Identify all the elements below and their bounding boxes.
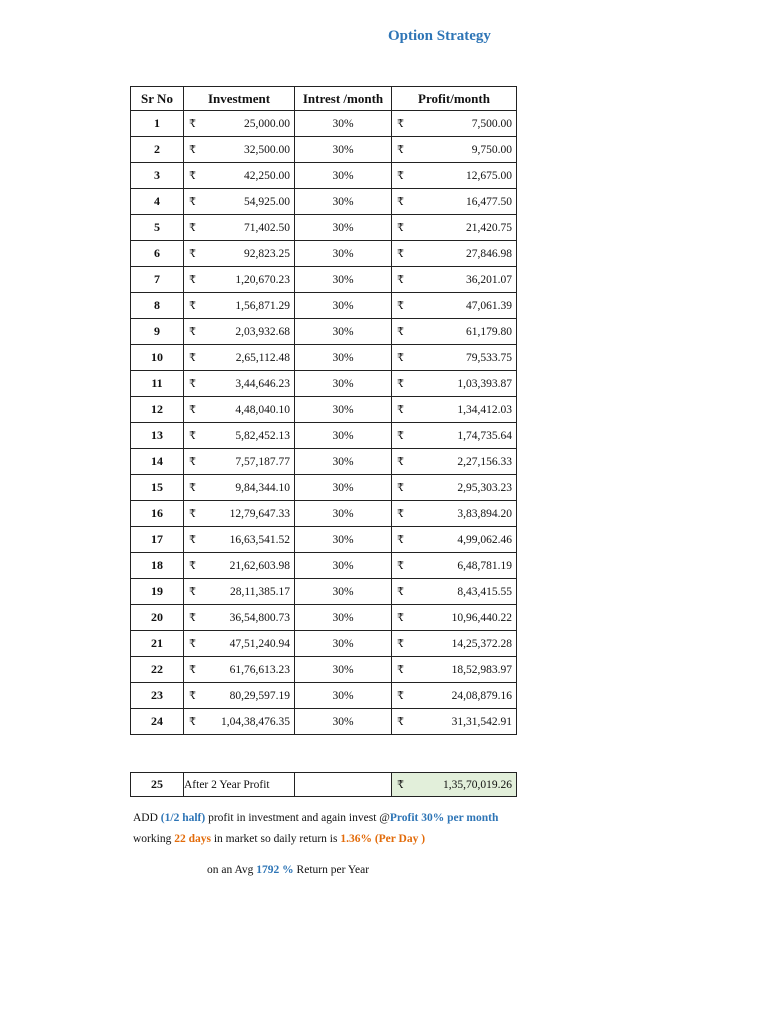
note-text: Return per Year — [293, 864, 370, 876]
rupee-icon: ₹ — [397, 118, 404, 130]
total-label: After 2 Year Profit — [184, 773, 295, 797]
row-investment: 1,56,871.29 — [235, 299, 290, 312]
row-profit: 1,34,412.03 — [457, 403, 512, 416]
row-investment: 1,04,38,476.35 — [221, 715, 290, 728]
row-investment: 42,250.00 — [244, 169, 290, 182]
row-profit: 31,31,542.91 — [451, 715, 512, 728]
row-profit-cell — [392, 475, 517, 501]
header-sr-no: Sr No — [131, 87, 184, 111]
table-row — [131, 683, 517, 709]
table-row — [131, 579, 517, 605]
rupee-icon: ₹ — [189, 560, 196, 572]
rupee-icon: ₹ — [397, 170, 404, 182]
table-row — [131, 475, 517, 501]
row-profit: 21,420.75 — [466, 221, 512, 234]
row-interest: 30% — [295, 605, 392, 631]
row-profit: 2,27,156.33 — [457, 455, 512, 468]
row-investment-cell — [184, 163, 295, 189]
row-investment-cell — [184, 709, 295, 735]
row-interest: 30% — [295, 553, 392, 579]
row-investment-cell — [184, 631, 295, 657]
row-profit: 9,750.00 — [471, 143, 512, 156]
row-interest: 30% — [295, 293, 392, 319]
row-investment: 2,03,932.68 — [235, 325, 290, 338]
row-sr-no: 6 — [131, 241, 184, 267]
row-sr-no: 3 — [131, 163, 184, 189]
rupee-icon: ₹ — [189, 170, 196, 182]
rupee-icon: ₹ — [397, 779, 404, 791]
row-investment: 28,11,385.17 — [230, 585, 290, 598]
row-profit-cell — [392, 527, 517, 553]
row-profit-cell — [392, 657, 517, 683]
row-sr-no: 23 — [131, 683, 184, 709]
rupee-icon: ₹ — [189, 664, 196, 676]
table-row — [131, 267, 517, 293]
header-interest: Intrest /month — [295, 87, 392, 111]
rupee-icon: ₹ — [189, 404, 196, 416]
row-profit: 16,477.50 — [466, 195, 512, 208]
rupee-icon: ₹ — [397, 638, 404, 650]
investment-table — [130, 86, 517, 735]
rupee-icon: ₹ — [189, 326, 196, 338]
table-row — [131, 241, 517, 267]
note-highlight: (1/2 half) — [160, 812, 206, 824]
row-sr-no: 18 — [131, 553, 184, 579]
row-investment-cell — [184, 189, 295, 215]
row-interest: 30% — [295, 501, 392, 527]
rupee-icon: ₹ — [189, 118, 196, 130]
table-row — [131, 449, 517, 475]
table-row — [131, 605, 517, 631]
row-investment-cell — [184, 501, 295, 527]
row-profit-cell — [392, 137, 517, 163]
row-investment-cell — [184, 345, 295, 371]
row-profit: 12,675.00 — [466, 169, 512, 182]
row-investment: 71,402.50 — [244, 221, 290, 234]
row-sr-no: 11 — [131, 371, 184, 397]
row-interest: 30% — [295, 449, 392, 475]
rupee-icon: ₹ — [397, 222, 404, 234]
row-profit-cell — [392, 345, 517, 371]
row-investment-cell — [184, 293, 295, 319]
rupee-icon: ₹ — [189, 716, 196, 728]
rupee-icon: ₹ — [189, 222, 196, 234]
row-investment-cell — [184, 111, 295, 137]
row-profit: 1,03,393.87 — [457, 377, 512, 390]
rupee-icon: ₹ — [189, 612, 196, 624]
row-profit: 14,25,372.28 — [451, 637, 512, 650]
row-investment: 9,84,344.10 — [235, 481, 290, 494]
row-investment-cell — [184, 267, 295, 293]
row-sr-no: 12 — [131, 397, 184, 423]
row-interest: 30% — [295, 527, 392, 553]
rupee-icon: ₹ — [189, 196, 196, 208]
row-investment: 54,925.00 — [244, 195, 290, 208]
rupee-icon: ₹ — [189, 534, 196, 546]
row-interest: 30% — [295, 709, 392, 735]
row-investment: 5,82,452.13 — [235, 429, 290, 442]
row-profit-cell — [392, 215, 517, 241]
rupee-icon: ₹ — [189, 690, 196, 702]
row-interest: 30% — [295, 345, 392, 371]
rupee-icon: ₹ — [397, 716, 404, 728]
table-row — [131, 527, 517, 553]
table-row — [131, 111, 517, 137]
total-profit-value: 1,35,70,019.26 — [443, 778, 512, 791]
row-profit-cell — [392, 111, 517, 137]
row-sr-no: 5 — [131, 215, 184, 241]
row-profit: 1,74,735.64 — [457, 429, 512, 442]
row-profit: 4,99,062.46 — [457, 533, 512, 546]
table-row — [131, 189, 517, 215]
row-investment: 92,823.25 — [244, 247, 290, 260]
rupee-icon: ₹ — [397, 560, 404, 572]
row-sr-no: 13 — [131, 423, 184, 449]
row-investment: 32,500.00 — [244, 143, 290, 156]
table-row — [131, 657, 517, 683]
rupee-icon: ₹ — [397, 248, 404, 260]
total-empty-cell — [295, 773, 392, 797]
row-profit: 7,500.00 — [471, 117, 512, 130]
row-interest: 30% — [295, 475, 392, 501]
rupee-icon: ₹ — [189, 638, 196, 650]
row-interest: 30% — [295, 241, 392, 267]
row-profit: 8,43,415.55 — [457, 585, 512, 598]
row-profit: 2,95,303.23 — [457, 481, 512, 494]
row-sr-no: 19 — [131, 579, 184, 605]
note-text: in market so daily return is — [210, 833, 341, 845]
row-profit-cell — [392, 501, 517, 527]
row-investment-cell — [184, 397, 295, 423]
row-profit-cell — [392, 371, 517, 397]
row-sr-no: 17 — [131, 527, 184, 553]
row-interest: 30% — [295, 397, 392, 423]
row-profit: 18,52,983.97 — [451, 663, 512, 676]
row-interest: 30% — [295, 657, 392, 683]
row-profit-cell — [392, 683, 517, 709]
table-row — [131, 553, 517, 579]
row-investment-cell — [184, 553, 295, 579]
row-investment-cell — [184, 371, 295, 397]
rupee-icon: ₹ — [189, 144, 196, 156]
row-investment: 61,76,613.23 — [229, 663, 290, 676]
row-sr-no: 1 — [131, 111, 184, 137]
row-investment: 1,20,670.23 — [235, 273, 290, 286]
header-investment: Investment — [184, 87, 295, 111]
row-sr-no: 24 — [131, 709, 184, 735]
row-investment: 3,44,646.23 — [235, 377, 290, 390]
rupee-icon: ₹ — [397, 404, 404, 416]
table-row — [131, 319, 517, 345]
row-profit: 79,533.75 — [466, 351, 512, 364]
row-investment-cell — [184, 241, 295, 267]
row-investment: 16,63,541.52 — [229, 533, 290, 546]
row-interest: 30% — [295, 137, 392, 163]
row-interest: 30% — [295, 319, 392, 345]
row-interest: 30% — [295, 267, 392, 293]
row-sr-no: 8 — [131, 293, 184, 319]
row-profit: 6,48,781.19 — [457, 559, 512, 572]
row-profit: 61,179.80 — [466, 325, 512, 338]
rupee-icon: ₹ — [397, 612, 404, 624]
row-profit: 10,96,440.22 — [451, 611, 512, 624]
note-text: working — [133, 833, 175, 845]
table-row — [131, 293, 517, 319]
note-line-1 — [133, 812, 498, 824]
table-row — [131, 137, 517, 163]
note-highlight: 22 days — [174, 833, 211, 845]
table-row — [131, 345, 517, 371]
rupee-icon: ₹ — [397, 482, 404, 494]
row-sr-no: 7 — [131, 267, 184, 293]
row-sr-no: 2 — [131, 137, 184, 163]
row-profit-cell — [392, 605, 517, 631]
row-investment-cell — [184, 683, 295, 709]
row-interest: 30% — [295, 579, 392, 605]
row-profit: 3,83,894.20 — [457, 507, 512, 520]
row-sr-no: 20 — [131, 605, 184, 631]
note-text: ADD — [133, 812, 161, 824]
rupee-icon: ₹ — [397, 690, 404, 702]
row-profit-cell — [392, 241, 517, 267]
rupee-icon: ₹ — [397, 352, 404, 364]
row-investment-cell — [184, 475, 295, 501]
row-profit-cell — [392, 189, 517, 215]
note-highlight: 1.36% (Per Day ) — [340, 833, 426, 845]
row-interest: 30% — [295, 163, 392, 189]
total-sr-no: 25 — [131, 773, 184, 797]
row-profit: 24,08,879.16 — [451, 689, 512, 702]
row-profit: 27,846.98 — [466, 247, 512, 260]
rupee-icon: ₹ — [397, 586, 404, 598]
table-body — [131, 111, 517, 735]
row-investment: 25,000.00 — [244, 117, 290, 130]
row-investment-cell — [184, 215, 295, 241]
row-interest: 30% — [295, 189, 392, 215]
table-row — [131, 423, 517, 449]
row-profit-cell — [392, 709, 517, 735]
rupee-icon: ₹ — [397, 534, 404, 546]
row-interest: 30% — [295, 111, 392, 137]
table-header-row — [131, 87, 517, 111]
rupee-icon: ₹ — [189, 508, 196, 520]
note-line-3 — [207, 864, 369, 876]
row-investment-cell — [184, 527, 295, 553]
total-profit-cell — [392, 773, 517, 797]
row-interest: 30% — [295, 371, 392, 397]
rupee-icon: ₹ — [397, 196, 404, 208]
rupee-icon: ₹ — [189, 482, 196, 494]
rupee-icon: ₹ — [189, 248, 196, 260]
row-sr-no: 14 — [131, 449, 184, 475]
row-profit-cell — [392, 449, 517, 475]
note-highlight: Profit 30% per month — [389, 812, 499, 824]
row-interest: 30% — [295, 683, 392, 709]
row-profit: 36,201.07 — [466, 273, 512, 286]
row-investment-cell — [184, 319, 295, 345]
table-row — [131, 163, 517, 189]
row-interest: 30% — [295, 215, 392, 241]
row-investment-cell — [184, 137, 295, 163]
row-sr-no: 15 — [131, 475, 184, 501]
total-table — [130, 772, 517, 797]
row-investment: 2,65,112.48 — [235, 351, 290, 364]
row-sr-no: 9 — [131, 319, 184, 345]
row-investment-cell — [184, 657, 295, 683]
rupee-icon: ₹ — [397, 508, 404, 520]
total-row — [131, 773, 517, 797]
rupee-icon: ₹ — [189, 352, 196, 364]
row-profit-cell — [392, 319, 517, 345]
rupee-icon: ₹ — [397, 144, 404, 156]
note-text: profit in investment and again invest @ — [205, 812, 390, 824]
row-investment: 12,79,647.33 — [229, 507, 290, 520]
row-investment-cell — [184, 449, 295, 475]
row-interest: 30% — [295, 631, 392, 657]
rupee-icon: ₹ — [397, 300, 404, 312]
row-investment-cell — [184, 605, 295, 631]
row-investment-cell — [184, 423, 295, 449]
row-investment: 4,48,040.10 — [235, 403, 290, 416]
header-profit: Profit/month — [392, 87, 517, 111]
note-highlight: 1792 % — [256, 864, 294, 876]
row-investment: 7,57,187.77 — [235, 455, 290, 468]
row-interest: 30% — [295, 423, 392, 449]
rupee-icon: ₹ — [397, 326, 404, 338]
table-row — [131, 501, 517, 527]
row-investment: 36,54,800.73 — [229, 611, 290, 624]
row-sr-no: 16 — [131, 501, 184, 527]
note-text: on an Avg — [207, 864, 257, 876]
row-profit-cell — [392, 267, 517, 293]
row-profit-cell — [392, 423, 517, 449]
rupee-icon: ₹ — [189, 430, 196, 442]
rupee-icon: ₹ — [397, 378, 404, 390]
row-profit-cell — [392, 397, 517, 423]
row-profit-cell — [392, 631, 517, 657]
rupee-icon: ₹ — [189, 456, 196, 468]
row-profit-cell — [392, 579, 517, 605]
table-row — [131, 371, 517, 397]
row-investment: 80,29,597.19 — [229, 689, 290, 702]
page-title: Option Strategy — [388, 28, 491, 44]
row-sr-no: 22 — [131, 657, 184, 683]
row-investment: 21,62,603.98 — [229, 559, 290, 572]
row-sr-no: 10 — [131, 345, 184, 371]
note-line-2 — [133, 833, 425, 845]
rupee-icon: ₹ — [189, 586, 196, 598]
rupee-icon: ₹ — [189, 274, 196, 286]
rupee-icon: ₹ — [397, 274, 404, 286]
table-row — [131, 397, 517, 423]
row-profit-cell — [392, 163, 517, 189]
rupee-icon: ₹ — [189, 300, 196, 312]
row-profit: 47,061.39 — [466, 299, 512, 312]
row-profit-cell — [392, 293, 517, 319]
rupee-icon: ₹ — [397, 456, 404, 468]
table-row — [131, 709, 517, 735]
row-profit-cell — [392, 553, 517, 579]
table-row — [131, 215, 517, 241]
row-sr-no: 21 — [131, 631, 184, 657]
rupee-icon: ₹ — [397, 430, 404, 442]
row-investment-cell — [184, 579, 295, 605]
rupee-icon: ₹ — [397, 664, 404, 676]
table-row — [131, 631, 517, 657]
row-investment: 47,51,240.94 — [229, 637, 290, 650]
row-sr-no: 4 — [131, 189, 184, 215]
rupee-icon: ₹ — [189, 378, 196, 390]
